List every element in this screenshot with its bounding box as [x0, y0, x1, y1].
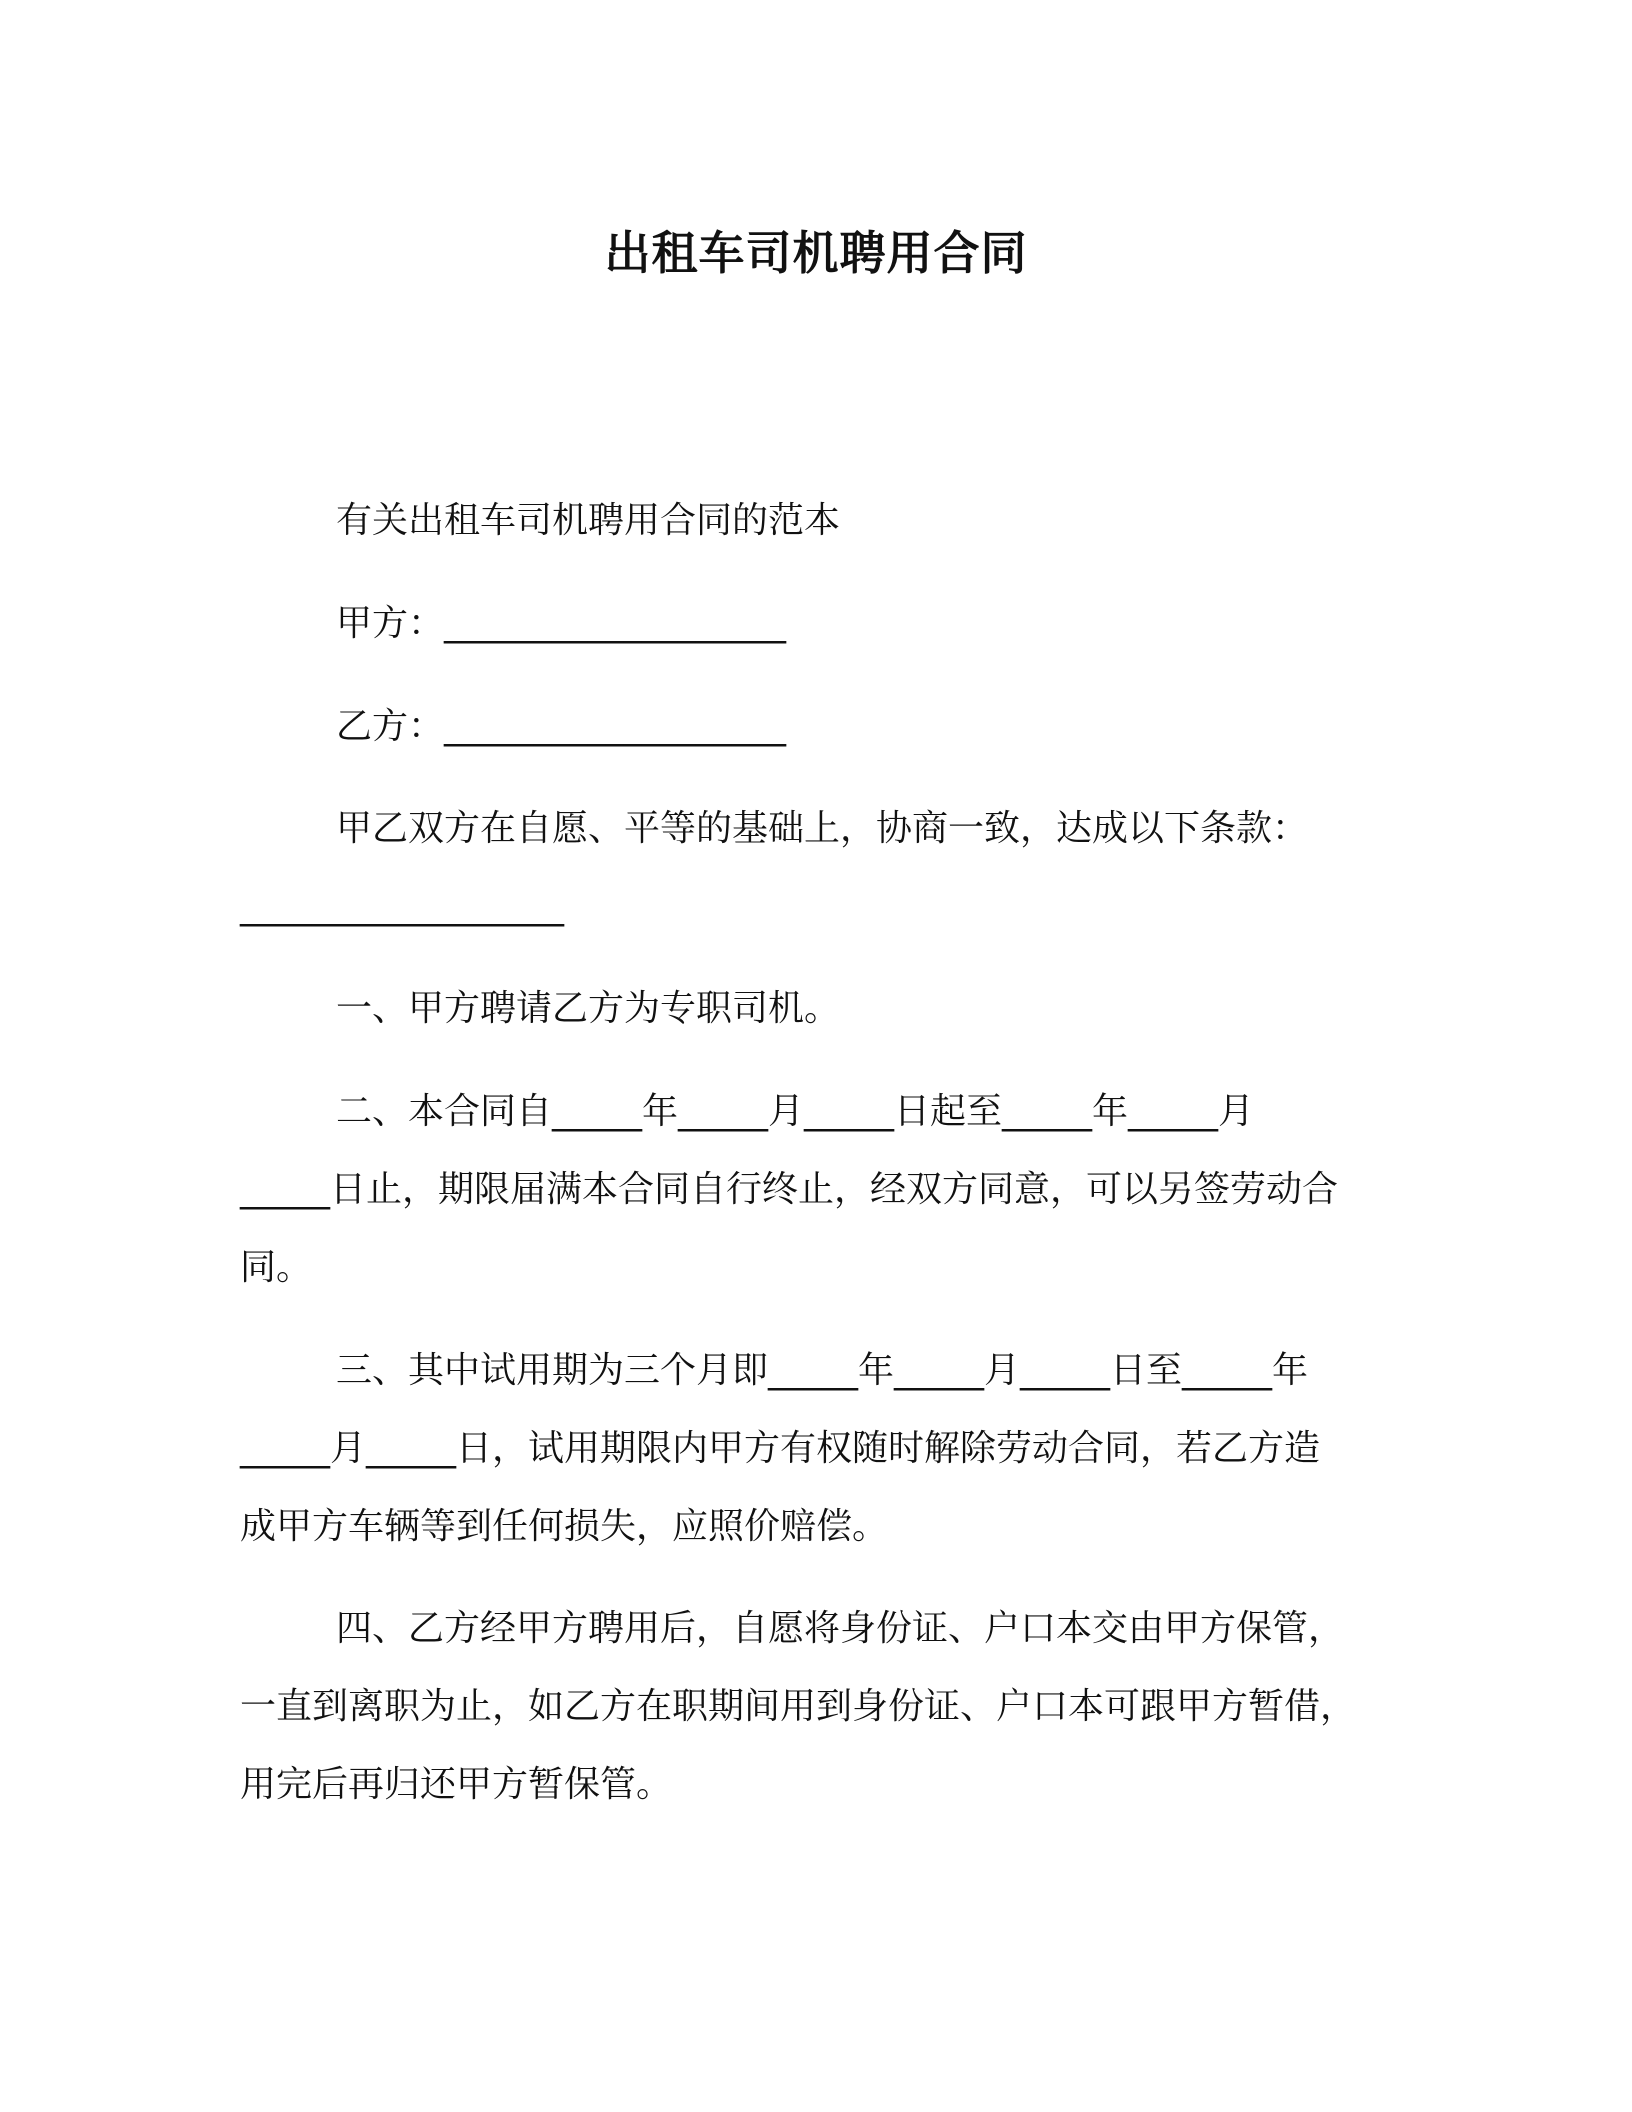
clause-3-line-2: _____月_____日，试用期限内甲方有权随时解除劳动合同，若乙方造 [240, 1428, 1321, 1469]
party-b-field [240, 688, 1380, 766]
preamble-blank: __________________ [240, 886, 564, 927]
clause-2-line-1: 二、本合同自_____年_____月_____日起至_____年_____月 [336, 1091, 1255, 1132]
party-b-text: 乙方：___________________ [336, 706, 787, 747]
preamble-paragraph [240, 790, 1380, 946]
clause-4-line-1: 四、乙方经甲方聘用后，自愿将身份证、户口本交由甲方保管， [336, 1608, 1345, 1649]
clause-4-line-3: 用完后再归还甲方暂保管。 [240, 1764, 673, 1805]
clause-3-line-3: 成甲方车辆等到任何损失，应照价赔偿。 [240, 1506, 889, 1547]
clause-4 [240, 1590, 1380, 1824]
document-title: 出租车司机聘用合同 [604, 226, 1028, 280]
clause-1 [240, 970, 1380, 1048]
clause-3 [240, 1332, 1380, 1566]
document-subtitle [240, 482, 1380, 560]
preamble-text: 甲乙双方在自愿、平等的基础上，协商一致，达成以下条款： [336, 808, 1309, 849]
clause-2 [240, 1073, 1380, 1307]
clause-1-text: 一、甲方聘请乙方为专职司机。 [336, 988, 841, 1029]
clause-2-line-3: 同。 [240, 1247, 313, 1288]
party-a-text: 甲方：___________________ [336, 603, 787, 644]
clause-4-line-2: 一直到离职为止，如乙方在职期间用到身份证、户口本可跟甲方暂借， [240, 1686, 1357, 1727]
party-a-field [240, 585, 1380, 663]
subtitle-text: 有关出租车司机聘用合同的范本 [336, 500, 841, 541]
clause-3-line-1: 三、其中试用期为三个月即_____年_____月_____日至_____年 [336, 1350, 1309, 1391]
clause-2-line-2: _____日止，期限届满本合同自行终止，经双方同意，可以另签劳动合 [240, 1169, 1339, 1210]
